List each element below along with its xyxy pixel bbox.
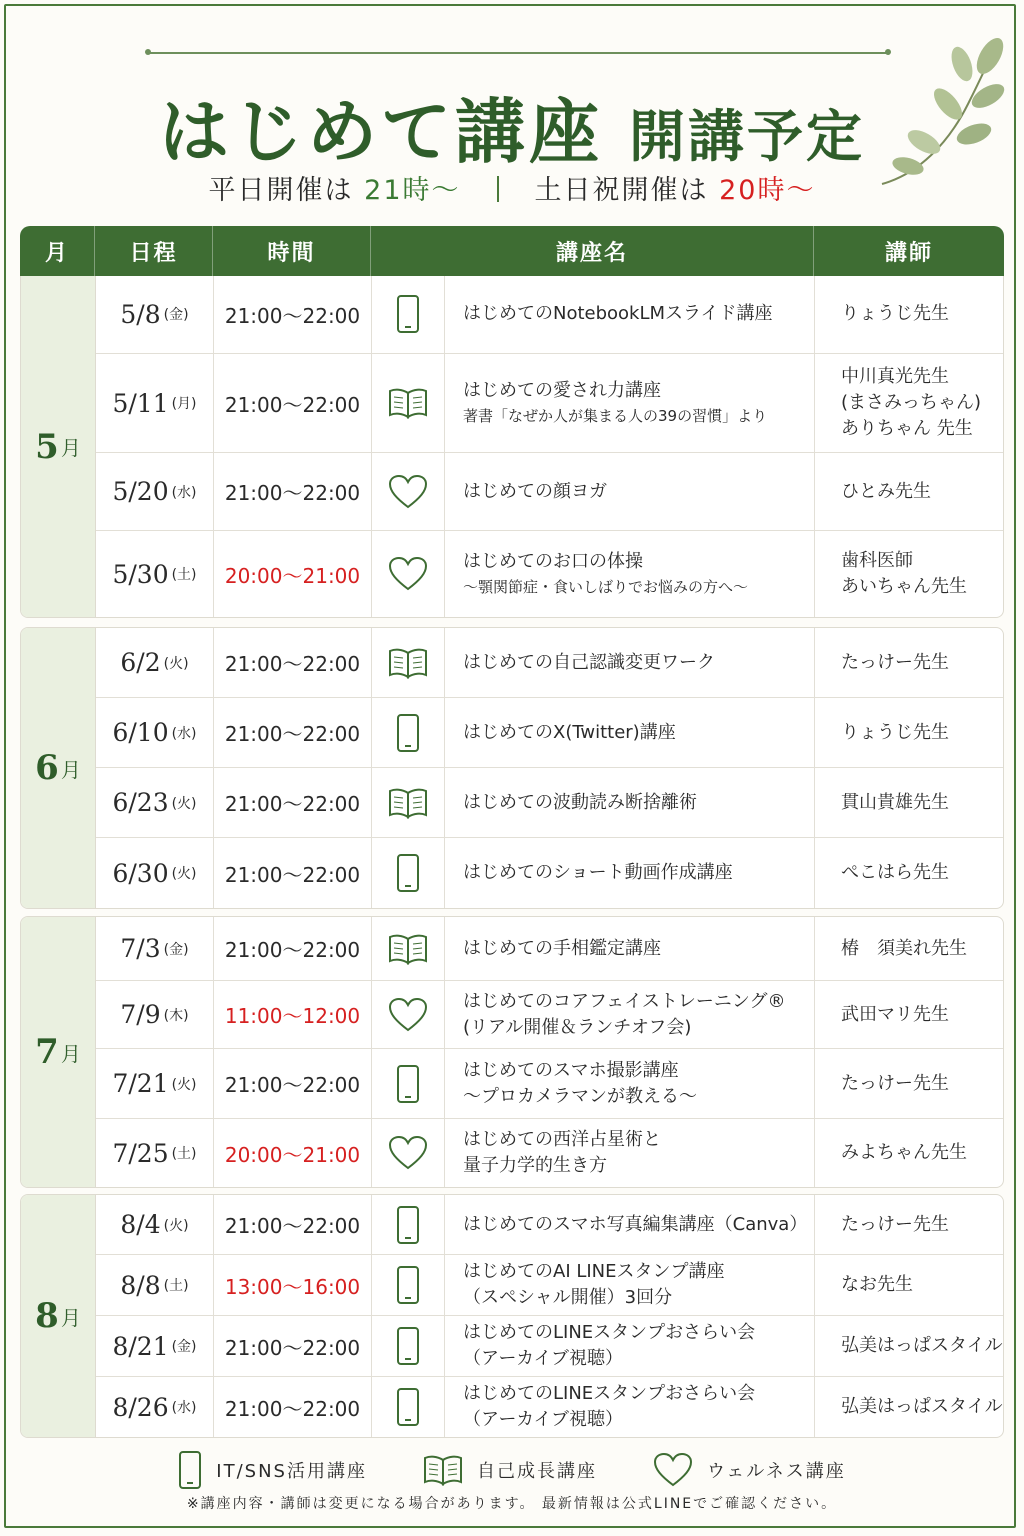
time-cell: 21:00〜22:00 (214, 276, 372, 353)
month-label (21, 276, 96, 617)
weekday-value: (火) (163, 655, 189, 672)
teacher-name: 中川真光先生 (841, 366, 949, 388)
teacher-name: たっけー先生 (841, 1213, 949, 1235)
book-icon (388, 647, 428, 679)
legend-item-wellness (653, 1452, 846, 1488)
title-sub: 開講予定 (629, 104, 865, 170)
table-row (96, 1255, 1004, 1316)
teacher-name: 武田マリ先生 (841, 1003, 949, 1025)
course-cell (445, 1195, 815, 1254)
course-name: はじめてのLINEスタンプおさらい会 (463, 1322, 756, 1343)
teacher-cell (815, 628, 1004, 697)
weekday-value: (木) (163, 1007, 189, 1024)
heart-icon (388, 474, 428, 510)
time-cell: 21:00〜22:00 (214, 917, 372, 980)
course-name: はじめての顔ヨガ (463, 480, 607, 502)
date-cell (96, 1316, 214, 1376)
header-time: 時間 (213, 226, 371, 276)
weekday-value: (火) (171, 1076, 197, 1093)
header-month: 月 (20, 226, 95, 276)
teacher-name: 歯科医師 (841, 550, 913, 572)
top-divider (148, 52, 888, 54)
table-row (96, 768, 1004, 838)
category-cell (372, 917, 445, 980)
book-icon (388, 933, 428, 965)
teacher-name: 椿 須美れ先生 (841, 937, 967, 959)
course-name: はじめてのスマホ写真編集講座（Canva） (463, 1213, 808, 1235)
month-block-8 (20, 1194, 1004, 1438)
weekday-value: (火) (163, 1217, 189, 1234)
date-cell (96, 1049, 214, 1118)
date-value: 8/26 (112, 1392, 169, 1422)
course-cell (445, 698, 815, 767)
course-cell (445, 628, 815, 697)
category-cell (372, 276, 445, 353)
category-cell (372, 628, 445, 697)
teacher-cell (815, 1377, 1004, 1437)
course-name: はじめての自己認識変更ワーク (463, 651, 715, 673)
teacher-name: ひとみ先生 (841, 480, 931, 502)
weekday-value: (水) (171, 725, 197, 742)
course-cell (445, 531, 815, 617)
teacher-cell (815, 698, 1004, 767)
book-icon (388, 387, 428, 419)
legend-item-it (178, 1450, 367, 1490)
course-cell (445, 1377, 815, 1437)
category-cell (372, 768, 445, 837)
table-row (96, 1316, 1004, 1377)
category-cell (372, 838, 445, 908)
month-number: 7 (35, 1032, 59, 1072)
course-name: はじめてのお口の体操 (463, 551, 643, 573)
teacher-cell (815, 276, 1004, 353)
course-name: はじめての愛され力講座 (463, 380, 661, 402)
teacher-name: ぺこはら先生 (841, 862, 949, 883)
teacher-name: 貫山貴雄先生 (841, 791, 949, 813)
date-value: 8/4 (120, 1210, 161, 1239)
time-cell: 21:00〜22:00 (214, 768, 372, 837)
weekday-value: (水) (171, 484, 197, 501)
course-cell (445, 981, 815, 1048)
category-cell (372, 1377, 445, 1437)
month-unit: 月 (60, 436, 81, 460)
time-cell: 21:00〜22:00 (214, 1195, 372, 1254)
teacher-name: たっけー先生 (841, 1072, 949, 1094)
date-value: 7/3 (120, 934, 161, 963)
course-name: はじめての波動読み断捨離術 (463, 791, 697, 813)
header-teacher: 講師 (884, 240, 933, 266)
category-cell (372, 453, 445, 530)
header-date: 日程 (95, 226, 213, 276)
teacher-name: ありちゃん 先生 (841, 418, 973, 440)
schedule-subtitle (0, 168, 1024, 207)
teacher-cell (815, 531, 1004, 617)
course-subtitle: （スペシャル開催）3回分 (463, 1287, 673, 1308)
category-cell (372, 531, 445, 617)
category-cell (372, 354, 445, 453)
weekday-value: (土) (171, 1146, 197, 1162)
month-unit: 月 (60, 757, 81, 782)
phone-icon (396, 294, 420, 334)
book-icon (423, 1454, 463, 1486)
time-cell: 21:00〜22:00 (214, 453, 372, 530)
month-number: 8 (35, 1296, 59, 1336)
table-row (96, 453, 1004, 531)
course-cell (445, 1316, 815, 1376)
table-row (96, 1377, 1004, 1437)
table-row (96, 1119, 1004, 1187)
weekend-time: 20時〜 (719, 175, 816, 206)
phone-icon (396, 1205, 420, 1245)
phone-icon (178, 1450, 202, 1490)
legend-label-wellness: ウェルネス講座 (706, 1461, 846, 1482)
phone-icon (396, 713, 420, 753)
header-course: 講座名 (371, 226, 814, 276)
course-subtitle: 著書「なぜか人が集まる人の39の習慣」より (463, 407, 768, 426)
time-cell: 20:00〜21:00 (214, 531, 372, 617)
heart-icon (388, 1135, 428, 1171)
teacher-name: (まさみっちゃん) (841, 392, 982, 414)
weekday-value: (水) (171, 1400, 197, 1416)
weekday-value: (金) (163, 941, 189, 958)
weekday-value: (土) (171, 567, 197, 584)
table-row (96, 276, 1004, 354)
date-cell (96, 917, 214, 980)
course-subtitle: 量子力学的生き方 (463, 1155, 607, 1176)
course-subtitle: （アーカイブ視聴） (463, 1409, 624, 1430)
month-number: 6 (35, 748, 59, 788)
date-cell (96, 1119, 214, 1187)
course-cell (445, 1255, 815, 1315)
teacher-cell (815, 1316, 1004, 1376)
teacher-cell (815, 981, 1004, 1048)
table-row (96, 1195, 1004, 1255)
date-cell (96, 1255, 214, 1315)
time-cell: 21:00〜22:00 (214, 698, 372, 767)
teacher-cell (815, 453, 1004, 530)
category-cell (372, 1255, 445, 1315)
weekday-value: (月) (171, 396, 197, 413)
teacher-cell (815, 1049, 1004, 1118)
weekday-label: 平日開催は (208, 175, 354, 206)
teacher-cell (815, 838, 1004, 908)
phone-icon (396, 1387, 420, 1427)
teacher-name: なお先生 (841, 1274, 913, 1295)
phone-icon (396, 1265, 420, 1305)
course-cell (445, 276, 815, 353)
course-name: はじめてのコアフェイストレーニング® (463, 990, 786, 1012)
date-cell (96, 838, 214, 908)
course-name: はじめての手相鑑定講座 (463, 937, 661, 959)
course-name: はじめての西洋占星術と (463, 1129, 661, 1150)
date-value: 7/25 (112, 1138, 169, 1168)
teacher-name: りょうじ先生 (841, 721, 949, 743)
course-cell (445, 453, 815, 530)
teacher-name: たっけー先生 (841, 651, 949, 673)
course-subtitle: (リアル開催＆ランチオフ会) (463, 1016, 692, 1038)
weekday-value: (火) (171, 866, 197, 882)
table-row (96, 838, 1004, 908)
weekend-label: 土日祝開催は (534, 175, 709, 206)
teacher-name: みよちゃん先生 (841, 1142, 967, 1163)
date-cell (96, 698, 214, 767)
legend-label-growth: 自己成長講座 (476, 1461, 597, 1482)
table-row (96, 531, 1004, 617)
table-row (96, 698, 1004, 768)
month-block-7 (20, 916, 1004, 1188)
legend-label-it: IT/SNS活用講座 (216, 1461, 367, 1482)
date-value: 8/8 (120, 1270, 161, 1300)
date-value: 6/23 (112, 788, 169, 817)
table-row (96, 354, 1004, 454)
date-value: 6/10 (112, 718, 169, 747)
date-value: 6/30 (112, 858, 169, 888)
time-cell: 13:00〜16:00 (214, 1255, 372, 1315)
time-cell: 21:00〜22:00 (214, 1377, 372, 1437)
footer-note: ※講座内容・講師は変更になる場合があります。 最新情報は公式LINEでご確認ください。 (186, 1496, 838, 1512)
course-name: はじめてのスマホ撮影講座 (463, 1059, 679, 1081)
time-cell: 21:00〜22:00 (214, 1316, 372, 1376)
course-subtitle: （アーカイブ視聴） (463, 1348, 624, 1369)
book-icon (388, 787, 428, 819)
heart-icon (653, 1452, 693, 1488)
heart-icon (388, 556, 428, 592)
teacher-cell (815, 1195, 1004, 1254)
teacher-cell (815, 1119, 1004, 1187)
subtitle-separator (497, 176, 499, 202)
teacher-name: 弘美はっぱスタイル (841, 1335, 1003, 1356)
course-cell (445, 1049, 815, 1118)
date-value: 5/20 (112, 477, 169, 507)
date-cell (96, 1195, 214, 1254)
month-label (21, 917, 96, 1187)
weekday-value: (土) (163, 1278, 189, 1294)
category-cell (372, 981, 445, 1048)
weekday-value: (金) (171, 1339, 197, 1355)
course-name: はじめてのX(Twitter)講座 (463, 721, 676, 743)
date-cell (96, 768, 214, 837)
date-value: 5/30 (112, 559, 169, 589)
date-cell (96, 354, 214, 453)
teacher-cell (815, 354, 1004, 453)
time-cell: 21:00〜22:00 (214, 838, 372, 908)
month-block-5 (20, 276, 1004, 618)
date-value: 5/8 (120, 299, 161, 329)
page-title (0, 76, 1024, 177)
date-value: 5/11 (112, 388, 169, 418)
weekday-value: (火) (171, 795, 197, 812)
course-cell (445, 917, 815, 980)
category-cell (372, 1195, 445, 1254)
course-cell (445, 838, 815, 908)
category-cell (372, 1049, 445, 1118)
course-cell (445, 768, 815, 837)
title-main: はじめて講座 (159, 90, 603, 173)
date-cell (96, 1377, 214, 1437)
category-cell (372, 1119, 445, 1187)
date-cell (96, 981, 214, 1048)
month-number: 5 (35, 426, 59, 467)
teacher-cell (815, 768, 1004, 837)
date-cell (96, 276, 214, 353)
course-name: はじめてのAI LINEスタンプ講座 (463, 1261, 725, 1282)
month-unit: 月 (60, 1305, 81, 1330)
teacher-cell (815, 917, 1004, 980)
date-cell (96, 531, 214, 617)
time-cell: 21:00〜22:00 (214, 628, 372, 697)
month-label (21, 1195, 96, 1437)
course-name: はじめてのLINEスタンプおさらい会 (463, 1383, 756, 1404)
date-value: 6/2 (120, 648, 161, 677)
teacher-name: あいちゃん先生 (841, 576, 967, 598)
time-cell: 20:00〜21:00 (214, 1119, 372, 1187)
phone-icon (396, 1064, 420, 1104)
table-row (96, 917, 1004, 981)
time-cell: 11:00〜12:00 (214, 981, 372, 1048)
course-subtitle: 〜顎関節症・食いしばりでお悩みの方へ〜 (463, 578, 749, 597)
date-cell (96, 628, 214, 697)
category-cell (372, 1316, 445, 1376)
legend-item-growth (423, 1454, 597, 1486)
category-cell (372, 698, 445, 767)
table-row (96, 628, 1004, 698)
time-cell: 21:00〜22:00 (214, 1049, 372, 1118)
course-cell (445, 354, 815, 453)
table-header (20, 226, 1004, 276)
teacher-name: 弘美はっぱスタイル (841, 1396, 1003, 1417)
month-label (21, 628, 96, 908)
course-subtitle: 〜プロカメラマンが教える〜 (463, 1085, 697, 1107)
course-name: はじめてのショート動画作成講座 (463, 862, 733, 883)
month-unit: 月 (60, 1041, 81, 1066)
heart-icon (388, 997, 428, 1033)
table-row (96, 1049, 1004, 1119)
date-value: 7/9 (120, 1000, 161, 1029)
legend (0, 1450, 1024, 1490)
teacher-cell (815, 1255, 1004, 1315)
time-cell: 21:00〜22:00 (214, 354, 372, 453)
course-cell (445, 1119, 815, 1187)
weekday-value: (金) (163, 307, 189, 324)
date-value: 7/21 (112, 1069, 169, 1098)
phone-icon (396, 853, 420, 893)
date-value: 8/21 (112, 1331, 169, 1361)
month-block-6 (20, 627, 1004, 909)
teacher-name: りょうじ先生 (841, 303, 949, 325)
table-row (96, 981, 1004, 1049)
course-name: はじめてのNotebookLMスライド講座 (463, 303, 773, 325)
weekday-time: 21時〜 (364, 175, 461, 206)
date-cell (96, 453, 214, 530)
phone-icon (396, 1326, 420, 1366)
